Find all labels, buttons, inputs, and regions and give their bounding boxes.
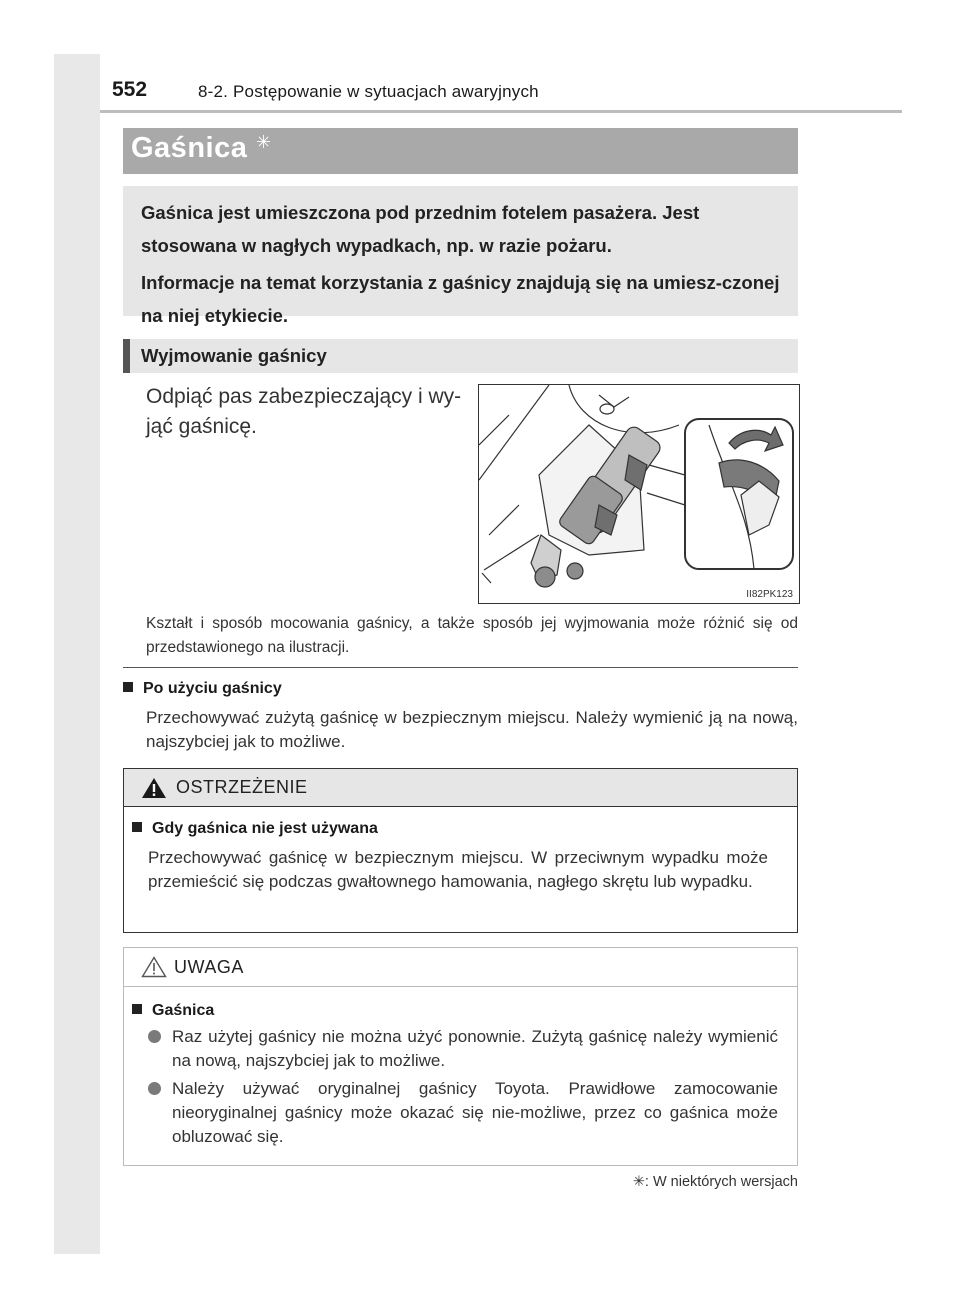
caution-bullet-text: Należy używać oryginalnej gaśnicy Toyota. Prawidłowe zamocowanie nieoryginalnej gaśnicy może okazać się nie-możliwe, przez co gaśnica może obluzować się. <box>172 1079 778 1146</box>
after-use-title-text: Po użyciu gaśnicy <box>143 680 282 697</box>
page-number: 552 <box>112 78 148 101</box>
caution-triangle-outline-icon <box>141 956 167 978</box>
caution-subtitle-text: Gaśnica <box>152 1002 215 1019</box>
caution-bullet-text: Raz użytej gaśnicy nie można użyć ponownie. Zużytą gaśnicę należy wymienić na nową, najszybciej jak to możliwe. <box>172 1027 778 1070</box>
warning-triangle-filled-icon <box>141 777 167 799</box>
square-bullet-icon <box>123 682 133 692</box>
removal-heading-bar <box>123 339 798 373</box>
caution-bullet <box>148 1025 778 1073</box>
intro-paragraph-1: Gaśnica jest umieszczona pod przednim fotelem pasażera. Jest stosowana w nagłych wypadkach, np. w razie pożaru. <box>141 202 700 256</box>
caution-header <box>124 948 797 987</box>
side-tab-strip <box>54 54 100 1254</box>
after-use-title <box>123 680 282 698</box>
round-bullet-icon <box>148 1082 161 1095</box>
warning-box <box>123 768 798 933</box>
page-title: Gaśnica <box>131 132 248 164</box>
footnote-text: : W niektórych wersjach <box>644 1174 798 1190</box>
warning-subtitle <box>132 820 378 838</box>
extinguisher-illustration <box>478 384 800 604</box>
warning-subtitle-text: Gdy gaśnica nie jest używana <box>152 820 378 837</box>
warning-label: OSTRZEŻENIE <box>176 777 308 797</box>
heading-accent <box>123 339 130 373</box>
header-divider <box>100 110 902 113</box>
intro-box <box>123 186 798 326</box>
section-header: 8-2. Postępowanie w sytuacjach awaryjnych <box>198 82 539 101</box>
round-bullet-icon <box>148 1030 161 1043</box>
caution-subtitle <box>132 1002 214 1020</box>
figure-code: II82PK123 <box>746 589 793 600</box>
caution-bullet <box>148 1077 778 1149</box>
square-bullet-icon <box>132 822 142 832</box>
after-use-body: Przechowywać zużytą gaśnicę w bezpiecznym miejscu. Należy wymienić ją na nową, najszybciej jak to możliwe. <box>146 708 798 751</box>
section-divider <box>123 667 798 668</box>
figure-caption: Kształt i sposób mocowania gaśnicy, a także sposób jej wyjmowania może różnić się od przedstawionego na ilustracji. <box>146 615 798 656</box>
extinguisher-drawing <box>479 385 799 603</box>
warning-body: Przechowywać gaśnicę w bezpiecznym miejscu. W przeciwnym wypadku może przemieścić się podczas gwałtownego hamowania, nagłego skrętu lub wypadku. <box>148 848 768 891</box>
title-footnote-marker: ✳ <box>256 132 272 152</box>
title-bar <box>123 128 798 174</box>
removal-heading: Wyjmowanie gaśnicy <box>141 345 327 366</box>
intro-paragraph-2: Informacje na temat korzystania z gaśnicy znajdują się na umiesz-czonej na niej etykiecie. <box>141 272 780 326</box>
footnote-marker: ✳ <box>632 1174 645 1190</box>
removal-instruction: Odpiąć pas zabezpieczający i wy-jąć gaśnicę. <box>146 385 462 438</box>
footnote <box>610 1174 798 1190</box>
square-bullet-icon <box>132 1004 142 1014</box>
warning-header <box>124 769 797 807</box>
caution-label: UWAGA <box>174 957 244 977</box>
caution-box <box>123 947 798 1166</box>
